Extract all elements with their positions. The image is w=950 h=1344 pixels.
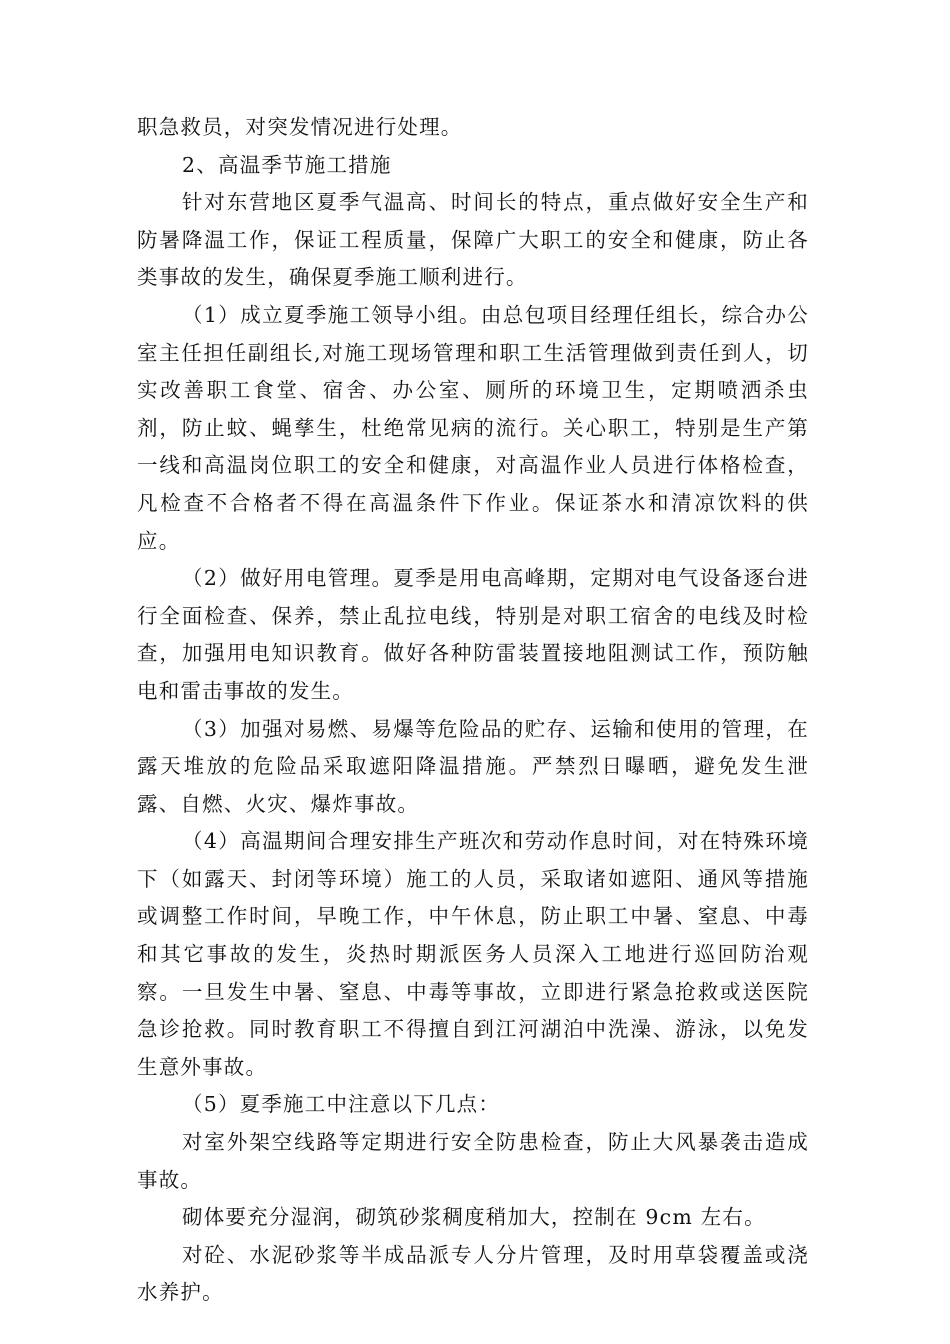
paragraph-point-curing: 对砼、水泥砂浆等半成品派专人分片管理，及时用草袋覆盖或浇水养护。 [137,1242,809,1305]
paragraph-item-3: （3）加强对易燃、易爆等危险品的贮存、运输和使用的管理，在露天堆放的危险品采取遮阳降温措施。严禁烈日曝晒，避免发生泄露、自燃、火灾、爆炸事故。 [137,716,809,816]
paragraph-point-masonry: 砌体要充分湿润，砌筑砂浆稠度稍加大，控制在 9cm 左右。 [182,1205,766,1230]
paragraph-item-2: （2）做好用电管理。夏季是用电高峰期，定期对电气设备逐台进行全面检查、保养，禁止乱拉电线，特别是对职工宿舍的电线及时检查，加强用电知识教育。做好各种防雷装置接地阻测试工作，预防触电和雷击事故的发生。 [137,566,809,703]
paragraph-item-5: （5）夏季施工中注意以下几点： [182,1092,501,1117]
paragraph-continuation: 职急救员，对突发情况进行处理。 [137,115,463,139]
paragraph-point-overhead-lines: 对室外架空线路等定期进行安全防患检查，防止大风暴袭击造成事故。 [137,1130,809,1192]
paragraph-item-4: （4）高温期间合理安排生产班次和劳动作息时间，对在特殊环境下（如露天、封闭等环境）施工的人员，采取诸如遮阳、通风等措施或调整工作时间，早晚工作，中午休息，防止职工中暑、窒息、中毒和其它事故的发生，炎热时期派医务人员深入工地进行巡回防治观察。一旦发生中暑、窒息、中毒等事故，立即进行紧急抢救或送医院急诊抢救。同时教育职工不得擅自到江河湖泊中洗澡、游泳，以免发生意外事故。 [137,829,809,1079]
section-heading: 2、高温季节施工措施 [182,152,392,177]
paragraph-intro: 针对东营地区夏季气温高、时间长的特点，重点做好安全生产和防暑降温工作，保证工程质量，保障广大职工的安全和健康，防止各类事故的发生，确保夏季施工顺利进行。 [137,190,809,290]
paragraph-item-1: （1）成立夏季施工领导小组。由总包项目经理任组长，综合办公室主任担任副组长,对施工现场管理和职工生活管理做到责任到人，切实改善职工食堂、宿舍、办公室、厕所的环境卫生，定期喷洒杀虫剂，防止蚊、蝇孳生，杜绝常见病的流行。关心职工，特别是生产第一线和高温岗位职工的安全和健康，对高温作业人员进行体格检查，凡检查不合格者不得在高温条件下作业。保证茶水和清凉饮料的供应。 [137,302,809,553]
document-page [137,109,809,1312]
